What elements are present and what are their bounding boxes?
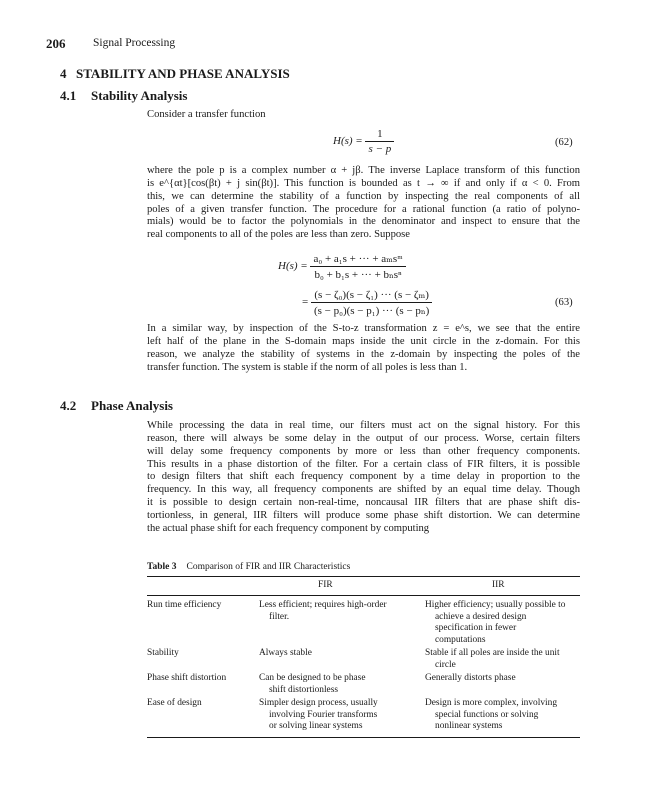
para-line: mials) would be to factor the polynomials in the denominator and inspect to ensure that the [147, 216, 580, 228]
table-column-header-fir: FIR [318, 580, 333, 590]
table-cell-fir [259, 600, 387, 623]
equation-63-line2 [302, 288, 432, 317]
cell-line: circle [435, 659, 456, 670]
cell-line: Simpler design process, usually [259, 698, 378, 708]
eq62-denominator: s − p [368, 143, 392, 155]
eq63-numerator-2: (s − ζ₀)(s − ζ₁) ··· (s − ζₘ) [311, 288, 432, 303]
eq62-numerator: 1 [365, 128, 394, 142]
equation-63-line1 [278, 252, 406, 281]
cell-line: involving Fourier transforms [269, 709, 378, 720]
eq62-lhs: H(s) = [333, 135, 363, 148]
table-cell-fir [259, 648, 312, 660]
subsection-number: 4.1 [60, 88, 77, 103]
running-title: Signal Processing [93, 37, 176, 49]
table-label: Table 3 [147, 562, 177, 572]
eq63-fraction-1 [310, 252, 405, 281]
cell-line: specification in fewer [435, 623, 517, 634]
table-cell-fir [259, 673, 365, 696]
eq62-fraction [365, 128, 394, 155]
para-line: reason, there will always be some delay in the output of our process. Worse, certain filters [147, 432, 580, 444]
table-cell-iir [425, 673, 516, 685]
cell-line: nonlinear systems [435, 721, 503, 732]
table-caption-text: Comparison of FIR and IIR Characteristics [186, 562, 351, 572]
eq63-denominator-2: (s − p₀)(s − p₁) ··· (s − pₙ) [313, 305, 430, 317]
cell-line: Generally distorts phase [425, 673, 516, 683]
para-line: is e^{αt}[cos(βt) + j sin(βt)]. This function is bounded as t → ∞ if and only if α < 0. From [147, 177, 580, 189]
section-title: STABILITY AND PHASE ANALYSIS [76, 66, 290, 81]
cell-line: Higher efficiency; usually possible to [425, 600, 566, 610]
para-line: it is possible to design certain non-real-time, noncausal IIR filters that are phase shift dis- [147, 497, 580, 509]
para-line: In a similar way, by inspection of the S-to-z transformation z = e^s, we see that the entire [147, 323, 580, 334]
para-line: to design filters that shift each frequency component by a time delay in proportion to the [147, 471, 580, 483]
table-cell-iir [425, 698, 557, 733]
equation-63-label: (63) [555, 297, 573, 308]
para-line: tortionless, in general, IIR filters will produce some phase shift distortion. We can determine [147, 509, 580, 521]
eq63-fraction-2 [311, 288, 432, 317]
para-line: While processing the data in real time, our filters must act on the signal history. For this [147, 420, 580, 431]
subsection-number: 4.2 [60, 398, 77, 413]
table-top-rule [147, 576, 580, 577]
eq63-denominator-1: b₀ + b₁s + ··· + bₙsⁿ [314, 269, 402, 281]
para-line: This results in a phase distortion of the filter. For a certain class of FIR filters, it is possible [147, 458, 580, 470]
subsection-title: Stability Analysis [91, 88, 188, 103]
table-caption [147, 562, 350, 572]
cell-line: shift distortionless [269, 684, 339, 695]
table-header-rule [147, 595, 580, 596]
paragraph-phase [147, 420, 580, 536]
cell-line: Can be designed to be phase [259, 673, 366, 683]
table-row-label: Run time efficiency [147, 600, 222, 610]
para-line: reason, we analyze the stability of systems in the z-domain by inspecting the poles of the [147, 348, 580, 360]
para-line: will delay some frequency components by more or less than other frequency components. [147, 445, 580, 457]
equation-62 [333, 128, 394, 155]
table-row-label: Ease of design [147, 698, 202, 708]
cell-line: Design is more complex, involving [425, 698, 558, 708]
para-line: real components to all of the poles are less than zero. Suppose [147, 229, 411, 241]
eq63-lhs: H(s) = [278, 260, 308, 273]
paragraph-stability [147, 165, 580, 242]
cell-line: Stable if all poles are inside the unit [425, 648, 560, 658]
cell-line: Less efficient; requires high-order [259, 600, 387, 610]
section-heading [60, 66, 290, 82]
cell-line: computations [435, 634, 486, 645]
table-bottom-rule [147, 737, 580, 738]
table-cell-fir [259, 698, 378, 733]
equation-62-label: (62) [555, 137, 573, 148]
para-line: left half of the plane in the S-domain maps inside the unit circle in the z-domain. For this [147, 335, 580, 347]
para-line: frequency. In this way, all frequency components are shifted by an equal time delay. Though [147, 484, 580, 496]
table-row-label: Phase shift distortion [147, 673, 227, 683]
subsection-heading-phase [60, 398, 173, 414]
subsection-heading-stability [60, 88, 187, 104]
para-line: the actual phase shift for each frequency component by computing [147, 522, 430, 534]
table-row-label: Stability [147, 648, 179, 658]
cell-line: Always stable [259, 648, 312, 658]
cell-line: special functions or solving [435, 709, 539, 720]
para-line: where the pole p is a complex number α + jβ. The inverse Laplace transform of this function [147, 165, 580, 176]
subsection-title: Phase Analysis [91, 398, 173, 413]
paragraph-s-to-z [147, 323, 580, 374]
para-line: this, we can determine the stability of a function by inspecting the real components of all [147, 190, 580, 202]
cell-line: or solving linear systems [269, 721, 363, 732]
section-number: 4 [60, 66, 67, 81]
eq63-numerator-1: a₀ + a₁s + ··· + aₘsᵐ [310, 252, 405, 267]
para-line: transfer function. The system is stable if the norm of all poles is less than 1. [147, 361, 468, 373]
cell-line: filter. [269, 611, 290, 622]
table-column-header-iir: IIR [492, 580, 505, 590]
table-cell-iir [425, 600, 565, 646]
page-number: 206 [46, 36, 66, 51]
cell-line: achieve a desired design [435, 611, 527, 622]
table-cell-iir [425, 648, 560, 671]
eq63-equals: = [302, 296, 309, 309]
intro-text: Consider a transfer function [147, 109, 266, 120]
para-line: poles of a given transfer function. The procedure for a rational function (a ratio of polyno- [147, 203, 580, 215]
